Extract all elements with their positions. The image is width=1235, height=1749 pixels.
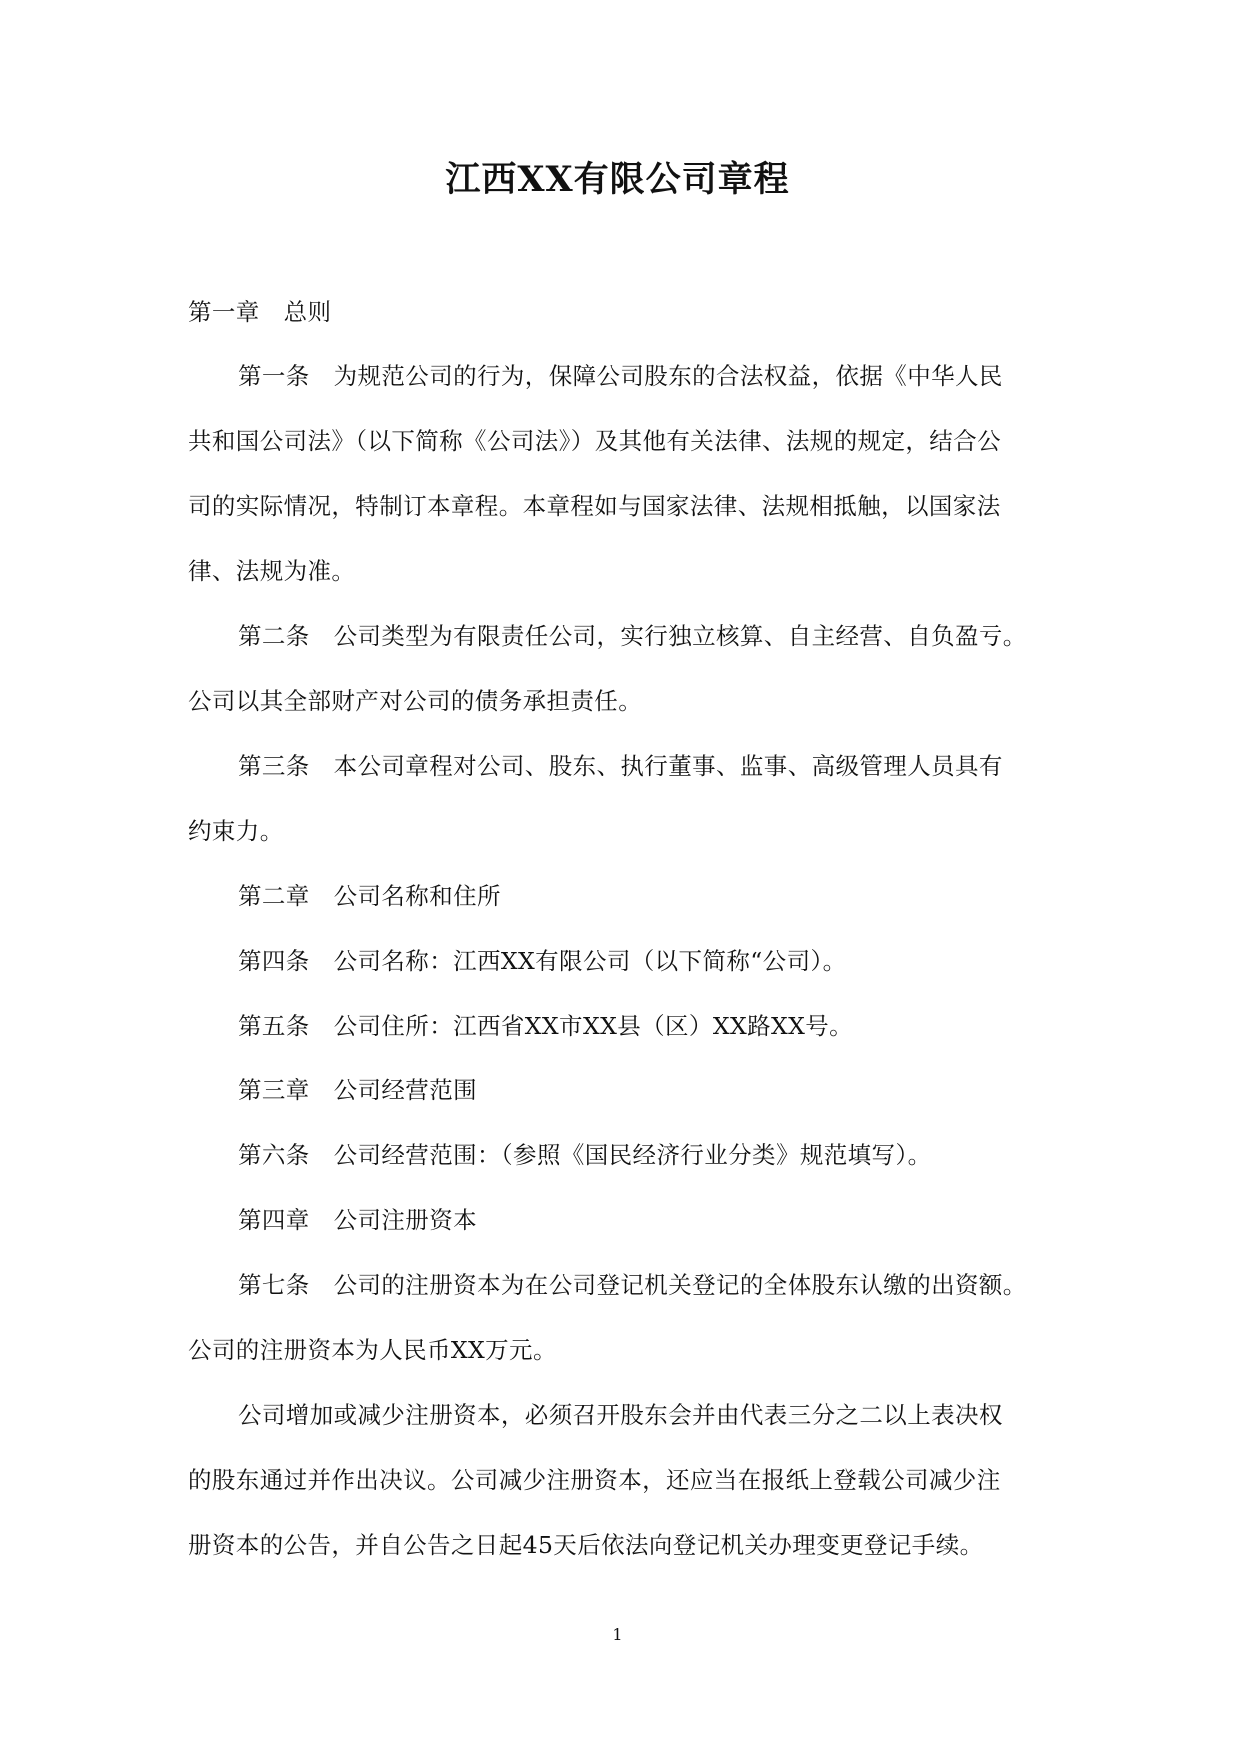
paragraph-line: 第七条 公司的注册资本为在公司登记机关登记的全体股东认缴的出资额。	[238, 1271, 1027, 1299]
paragraph-line: 公司以其全部财产对公司的债务承担责任。	[188, 687, 643, 715]
paragraph-line: 第二条 公司类型为有限责任公司，实行独立核算、自主经营、自负盈亏。	[238, 622, 1027, 650]
chapter-heading: 第四章 公司注册资本	[238, 1206, 477, 1234]
paragraph-line: 册资本的公告，并自公告之日起45天后依法向登记机关办理变更登记手续。	[188, 1531, 984, 1559]
paragraph-line: 共和国公司法》（以下简称《公司法》）及其他有关法律、法规的规定，结合公	[188, 427, 1001, 455]
document-title: 江西XX有限公司章程	[445, 159, 790, 200]
paragraph-line: 第三条 本公司章程对公司、股东、执行董事、监事、高级管理人员具有	[238, 752, 1003, 780]
chapter-heading: 第一章 总则	[188, 298, 332, 326]
paragraph-line: 第六条 公司经营范围：（参照《国民经济行业分类》规范填写）。	[238, 1141, 932, 1169]
paragraph-line: 公司的注册资本为人民币XX万元。	[188, 1336, 557, 1364]
paragraph-line: 第五条 公司住所：江西省XX市XX县（区）XX路XX号。	[238, 1012, 854, 1040]
chapter-heading: 第二章 公司名称和住所	[238, 882, 501, 910]
paragraph-line: 约束力。	[188, 817, 284, 845]
paragraph-line: 第一条 为规范公司的行为，保障公司股东的合法权益，依据《中华人民	[238, 362, 1003, 390]
paragraph-line: 司的实际情况，特制订本章程。本章程如与国家法律、法规相抵触，以国家法	[188, 492, 1001, 520]
paragraph-line: 第四条 公司名称：江西XX有限公司（以下简称“公司）。	[238, 947, 847, 975]
paragraph-line: 律、法规为准。	[188, 557, 356, 585]
paragraph-line: 的股东通过并作出决议。公司减少注册资本，还应当在报纸上登载公司减少注	[188, 1466, 1001, 1494]
chapter-heading: 第三章 公司经营范围	[238, 1076, 477, 1104]
paragraph-line: 公司增加或减少注册资本，必须召开股东会并由代表三分之二以上表决权	[238, 1401, 1003, 1429]
page-number: 1	[612, 1625, 623, 1644]
